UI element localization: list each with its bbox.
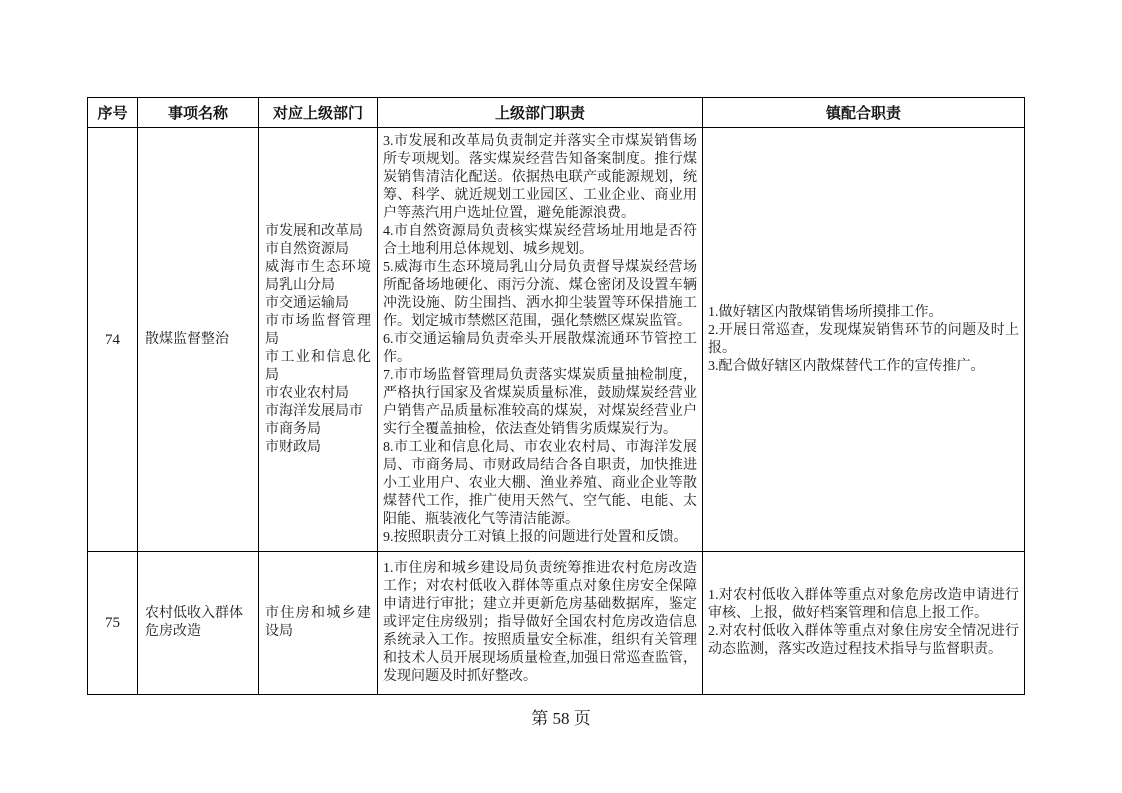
department: 市市场监督管理局 bbox=[265, 313, 371, 347]
duty-item: 6.市交通运输局负责牵头开展散煤流通环节管控工作。 bbox=[383, 331, 697, 365]
town-duties-cell bbox=[703, 128, 1025, 552]
departments-cell bbox=[259, 552, 378, 695]
responsibility-table bbox=[87, 97, 1025, 695]
duty-item: 5.威海市生态环境局乳山分局负责督导煤炭经营场所配备场地硬化、雨污分流、煤仓密闭及设置车辆冲洗设施、防尘围挡、洒水抑尘装置等环保措施工作。划定城市禁燃区范围，强化禁燃区煤炭监管。 bbox=[383, 259, 697, 329]
duty-item: 1.对农村低收入群体等重点对象危房改造申请进行审核、上报，做好档案管理和信息上报工作。 bbox=[708, 588, 1019, 621]
department: 市发展和改革局 bbox=[265, 223, 363, 239]
duty-item: 3.配合做好辖区内散煤替代工作的宣传推广。 bbox=[708, 358, 985, 374]
duty-item: 3.市发展和改革局负责制定并落实全市煤炭销售场所专项规划。落实煤炭经营告知备案制度。推行煤炭销售清洁化配送。依据热电联产或能源规划，统筹、科学、就近规划工业园区、工业企业、商业用户等蒸汽用户选址位置，避免能源浪费。 bbox=[383, 133, 697, 221]
duty-item: 9.按照职责分工对镇上报的问题进行处置和反馈。 bbox=[383, 529, 688, 545]
table-row bbox=[88, 552, 1025, 695]
duty-item: 1.市住房和城乡建设局负责统筹推进农村危房改造工作；对农村低收入群体等重点对象住房安全保障申请进行审批；建立并更新危房基础数据库，鉴定或评定住房级别；指导做好全国农村危房改造信息系统录入工作。按照质量安全标准，组织有关管理和技术人员开展现场质量检查,加强日常巡查监管，发现问题及时抓好整改。 bbox=[383, 561, 697, 684]
duty-item: 8.市工业和信息化局、市农业农村局、市海洋发展局、市商务局、市财政局结合各自职责，加快推进小工业用户、农业大棚、渔业养殖、商业企业等散煤替代工作，推广使用天然气、空气能、电能、太阳能、瓶装液化气等清洁能源。 bbox=[383, 439, 697, 527]
col-header-item-name: 事项名称 bbox=[138, 98, 259, 128]
item-name: 散煤监督整治 bbox=[138, 128, 259, 552]
row-index: 75 bbox=[88, 552, 138, 695]
department: 市交通运输局 bbox=[265, 295, 349, 311]
col-header-index: 序号 bbox=[88, 98, 138, 128]
superior-duties-cell bbox=[378, 128, 703, 552]
table-header-row bbox=[88, 98, 1025, 128]
col-header-town-duties: 镇配合职责 bbox=[703, 98, 1025, 128]
department: 市自然资源局 bbox=[265, 241, 349, 257]
department: 市住房和城乡建设局 bbox=[265, 606, 371, 639]
town-duties-cell bbox=[703, 552, 1025, 695]
page-number: 第 58 页 bbox=[531, 709, 591, 728]
department: 市农业农村局 bbox=[265, 385, 349, 401]
superior-duties-cell bbox=[378, 552, 703, 695]
department: 市海洋发展局市 bbox=[265, 403, 363, 419]
departments-cell bbox=[259, 128, 378, 552]
duty-item: 7.市市场监督管理局负责落实煤炭质量抽检制度，严格执行国家及省煤炭质量标准，鼓励煤炭经营业户销售产品质量标准较高的煤炭，对煤炭经营业户实行全覆盖抽检，依法查处销售劣质煤炭行为。 bbox=[383, 367, 697, 437]
department: 市商务局 bbox=[265, 421, 321, 437]
item-name: 农村低收入群体危房改造 bbox=[138, 552, 259, 695]
col-header-superior-duties: 上级部门职责 bbox=[378, 98, 703, 128]
col-header-superior-department: 对应上级部门 bbox=[259, 98, 378, 128]
department: 威海市生态环境局乳山分局 bbox=[265, 259, 371, 293]
department: 市财政局 bbox=[265, 439, 321, 455]
table-row bbox=[88, 128, 1025, 552]
row-index: 74 bbox=[88, 128, 138, 552]
duty-item: 1.做好辖区内散煤销售场所摸排工作。 bbox=[708, 304, 943, 320]
duty-item: 2.对农村低收入群体等重点对象住房安全情况进行动态监测，落实改造过程技术指导与监督职责。 bbox=[708, 624, 1019, 657]
duty-item: 4.市自然资源局负责核实煤炭经营场址用地是否符合土地利用总体规划、城乡规划。 bbox=[383, 223, 697, 257]
duty-item: 2.开展日常巡查，发现煤炭销售环节的问题及时上报。 bbox=[708, 322, 1019, 356]
department: 市工业和信息化局 bbox=[265, 349, 371, 383]
